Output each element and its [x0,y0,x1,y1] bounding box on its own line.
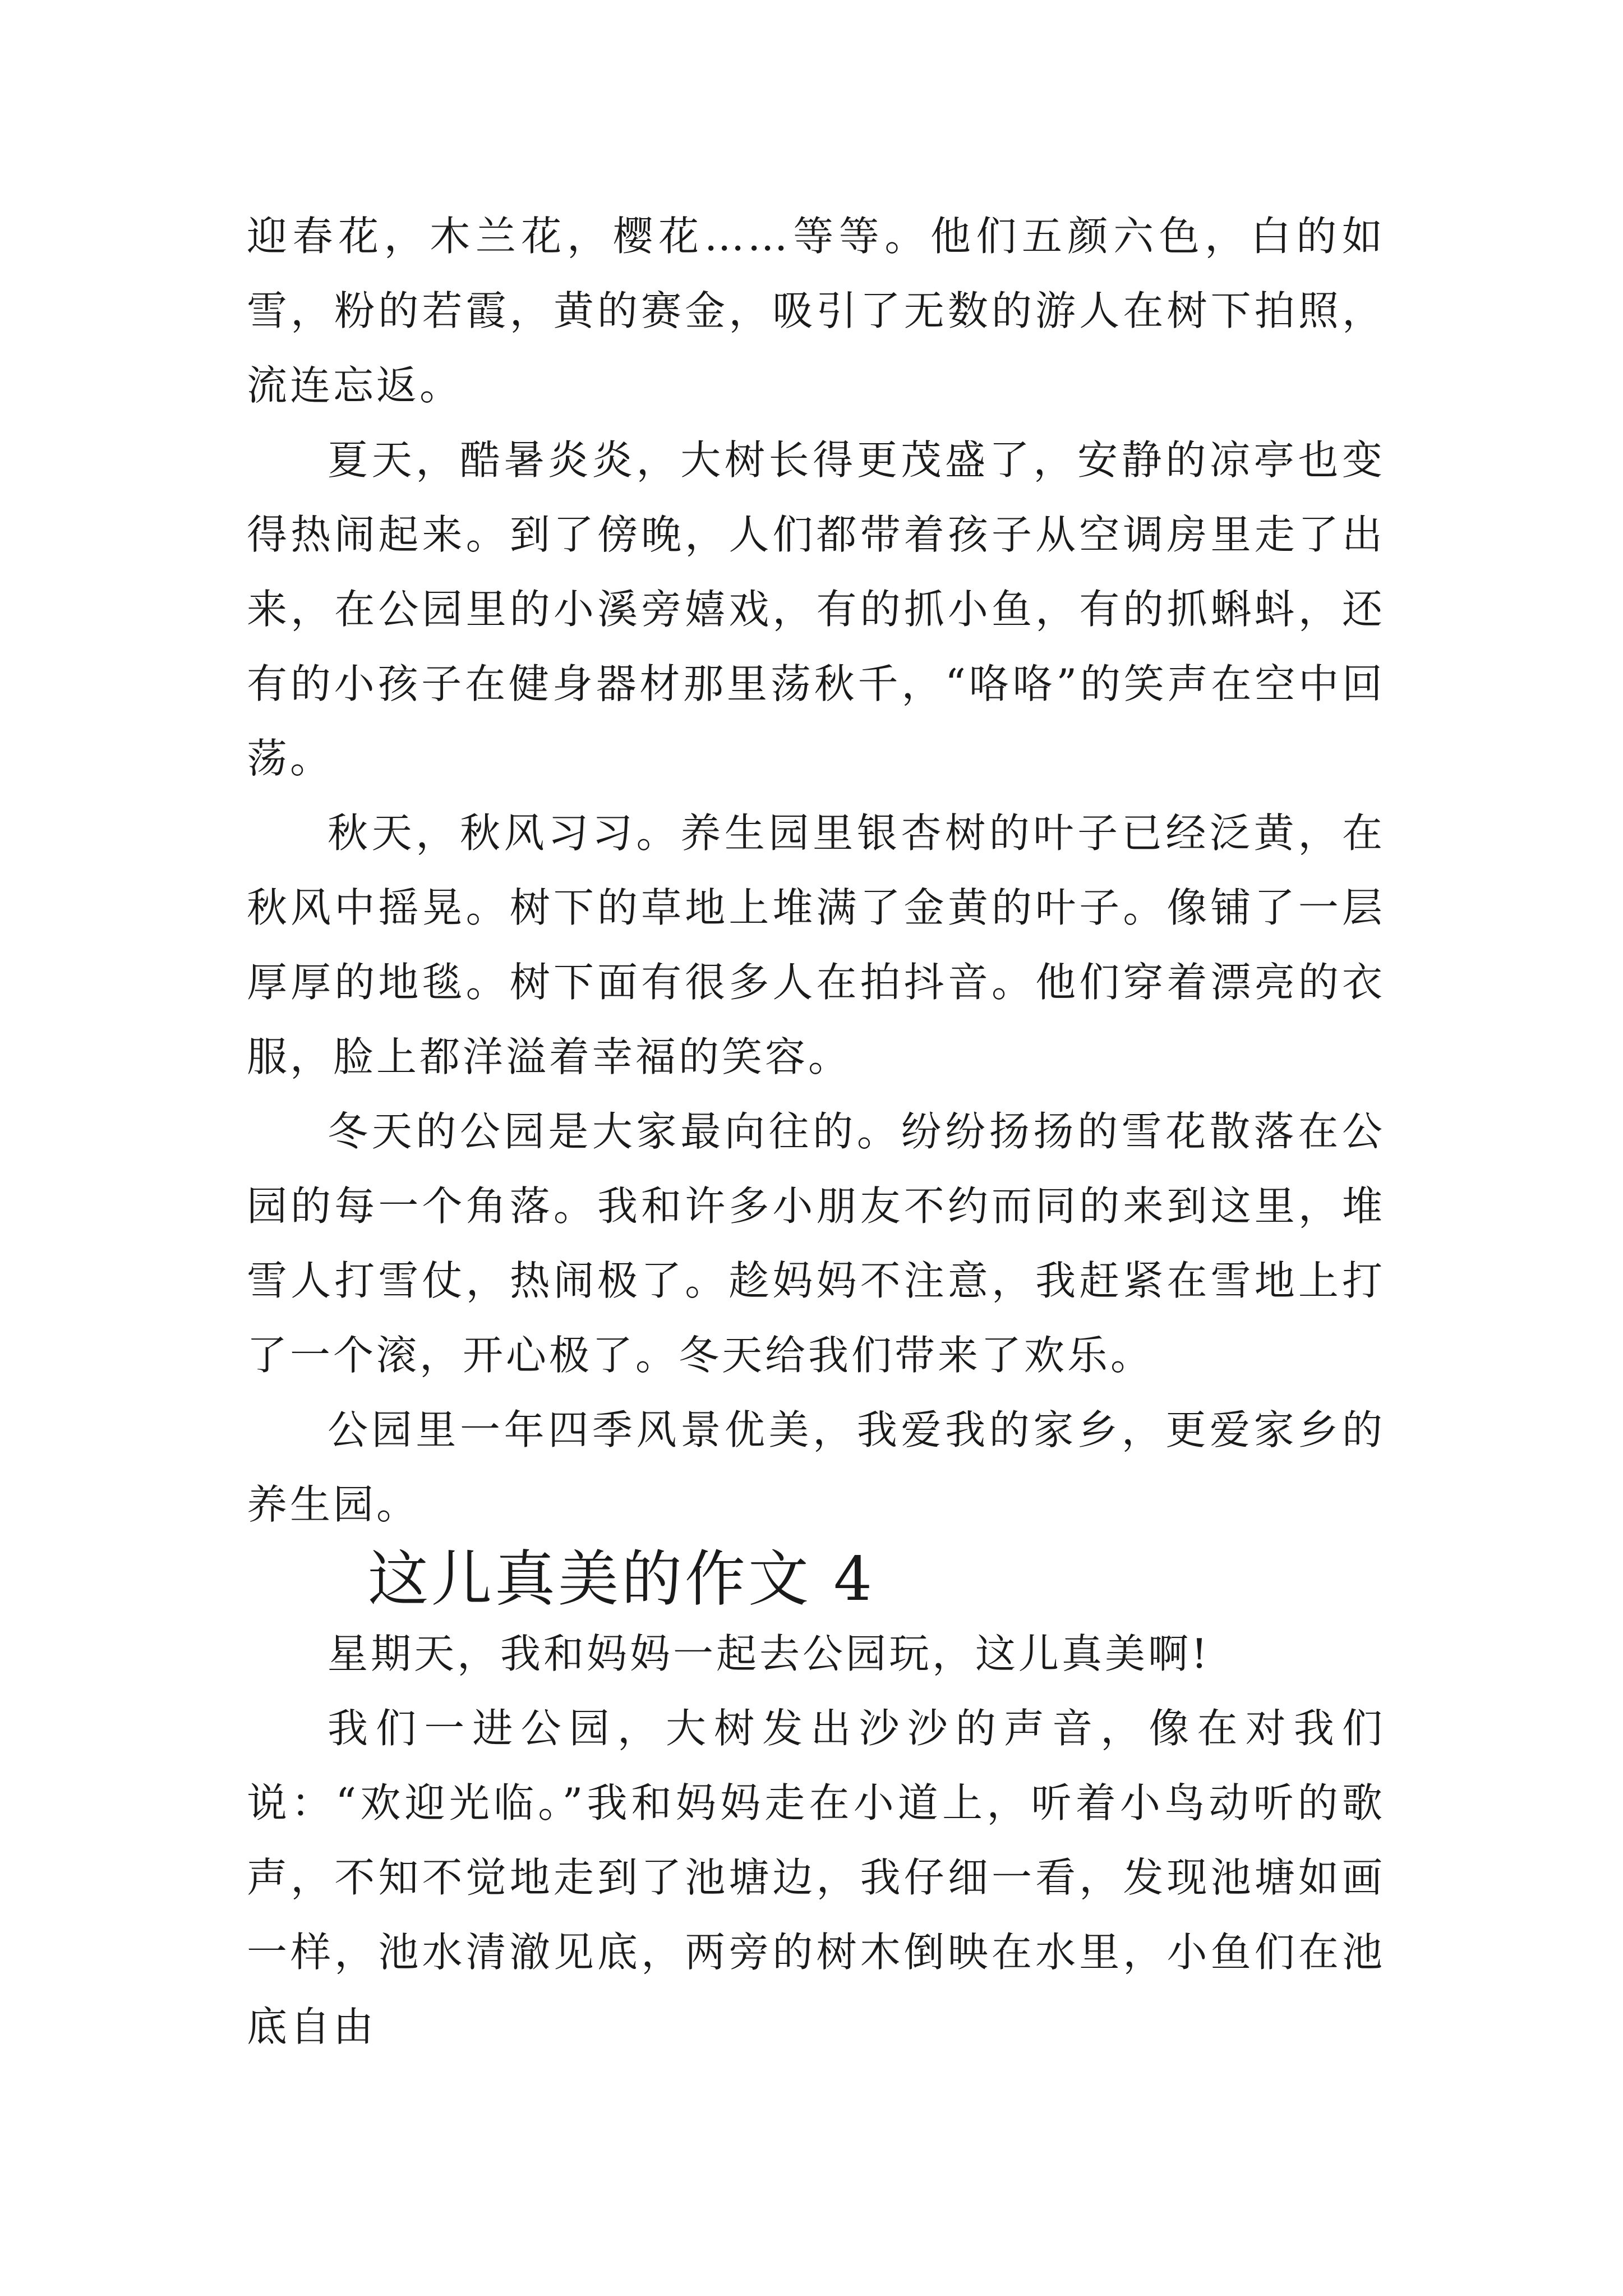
paragraph-summer: 夏天，酷暑炎炎，大树长得更茂盛了，安静的凉亭也变得热闹起来。到了傍晚，人们都带着孩子从空调房里走了出来，在公园里的小溪旁嬉戏，有的抓小鱼，有的抓蝌蚪，还有的小孩子在健身器材那里荡秋千，“咯咯”的笑声在空中回荡。 [247,436,1385,782]
section-heading: 这儿真美的作文 4 [368,1544,875,1614]
paragraph-intro: 星期天，我和妈妈一起去公园玩，这儿真美啊! [328,1630,1210,1677]
paragraph-spring-continuation: 迎春花，木兰花，樱花……等等。他们五颜六色，白的如雪，粉的若霞，黄的赛金，吸引了无数的游人在树下拍照，流连忘返。 [247,213,1385,409]
document-page [247,199,1385,2064]
paragraph-autumn: 秋天，秋风习习。养生园里银杏树的叶子已经泛黄，在秋风中摇晃。树下的草地上堆满了金黄的叶子。像铺了一层厚厚的地毯。树下面有很多人在拍抖音。他们穿着漂亮的衣服，脸上都洋溢着幸福的笑容。 [247,809,1385,1080]
paragraph-park-entry: 我们一进公园，大树发出沙沙的声音，像在对我们说：“欢迎光临。”我和妈妈走在小道上，听着小鸟动听的歌声，不知不觉地走到了池塘边，我仔细一看，发现池塘如画一样，池水清澈见底，两旁的树木倒映在水里，小鱼们在池底自由 [247,1705,1385,2050]
paragraph-conclusion: 公园里一年四季风景优美，我爱我的家乡，更爱家乡的养生园。 [247,1406,1385,1528]
paragraph-winter: 冬天的公园是大家最向往的。纷纷扬扬的雪花散落在公园的每一个角落。我和许多小朋友不约而同的来到这里，堆雪人打雪仗，热闹极了。趁妈妈不注意，我赶紧在雪地上打了一个滚，开心极了。冬天给我们带来了欢乐。 [247,1108,1385,1379]
